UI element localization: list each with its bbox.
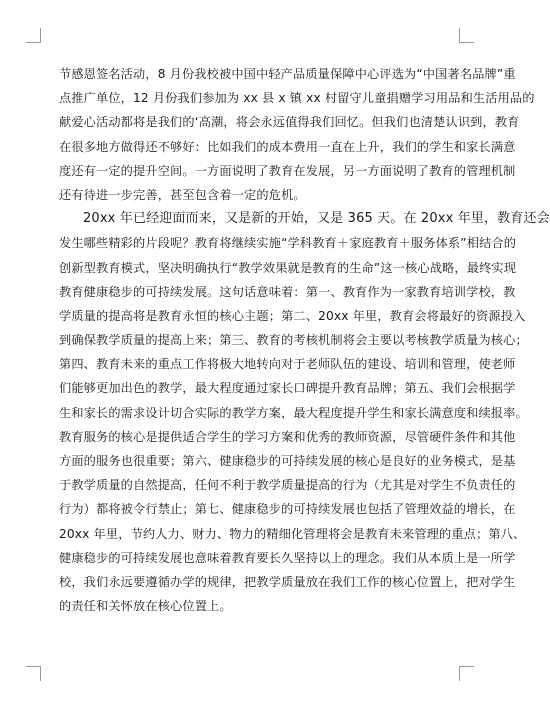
crop-mark-top-left xyxy=(26,28,41,43)
text-line: 方面的服务也很重要；第六、健康稳步的可持续发展的核心是良好的业务模式，是基 xyxy=(59,454,516,468)
text-line: 创新型教育模式，坚决明确执行“教学效果就是教育的生命”这一核心战略，最终实现 xyxy=(59,260,517,275)
text-line: 的责任和关怀放在核心位置上。 xyxy=(59,599,232,614)
text-line: 教育健康稳步的可持续发展。这句话意味着：第一、教育作为一家教育培训学校，教 xyxy=(59,284,516,299)
body-text xyxy=(59,62,550,618)
text-line: 们能够更加出色的教学，最大程度通过家长口碑提升教育品牌；第五、我们会根据学 xyxy=(59,381,516,396)
text-line: 生和家长的需求设计切合实际的教学方案，最大程度提升学生和家长满意度和续报率。 xyxy=(59,405,528,420)
crop-mark-bottom-right xyxy=(459,666,474,681)
text-line: 发生哪些精彩的片段呢？教育将继续实施“学科教育＋家庭教育＋服务体系”相结合的 xyxy=(59,236,517,251)
text-line: 度还有一定的提升空间。一方面说明了教育在发展，另一方面说明了教育的管理机制 xyxy=(59,163,516,178)
text-line: 点推广单位，12 月份我们参加为 xx 县 x 镇 xx 村留守儿童捐赠学习用品和生活用品的 xyxy=(59,91,535,106)
text-line: 行为）都将被令行禁止；第七、健康稳步的可持续发展也包括了管理效益的增长，在 xyxy=(59,502,516,517)
text-line: 健康稳步的可持续发展也意味着教育要长久坚持以上的理念。我们从本质上是一所学 xyxy=(59,550,516,565)
text-line: 节感恩签名活动，8 月份我校被中国中轻产品质量保障中心评选为“中国著名品牌”重 xyxy=(59,67,516,81)
text-line: 学质量的提高将是教育永恒的核心主题；第二、20xx 年里，教育会将最好的资源投入 xyxy=(59,308,526,323)
text-line: 献爱心活动都将是我们的‘高潮，将会永远值得我们回忆。但我们也清楚认识到，教育 xyxy=(59,115,520,130)
crop-mark-bottom-left xyxy=(26,666,41,681)
text-line: 于教学质量的自然提高，任何不利于教学质量提高的行为（尤其是对学生不负责任的 xyxy=(59,478,516,493)
text-line: 在很多地方做得还不够好：比如我们的成本费用一直在上升，我们的学生和家长满意 xyxy=(59,139,516,154)
text-line: 校，我们永远要遵循办学的规律，把教学质量放在我们工作的核心位置上，把对学生 xyxy=(59,574,516,589)
text-line: 到确保教学质量的提高上来；第三、教育的考核机制将会主要以考核教学质量为核心； xyxy=(59,333,528,348)
crop-mark-top-right xyxy=(459,28,474,43)
text-line: 第四、教育未来的重点工作将极大地转向对于老师队伍的建设、培训和管理，使老师 xyxy=(59,357,516,372)
text-line: 还有待进一步完善，甚至包含着一定的危机。 xyxy=(59,187,306,202)
text-line: 教育服务的核心是提供适合学生的学习方案和优秀的教师资源，尽管硬件条件和其他 xyxy=(59,429,516,444)
text-line: 20xx 年里，节约人力、财力、物力的精细化管理将会是教育未来管理的重点；第八、 xyxy=(59,526,526,541)
paragraph-start-line: 20xx 年已经迎面而来，又是新的开始，又是 365 天。在 20xx 年里，教育还会 xyxy=(83,211,550,227)
